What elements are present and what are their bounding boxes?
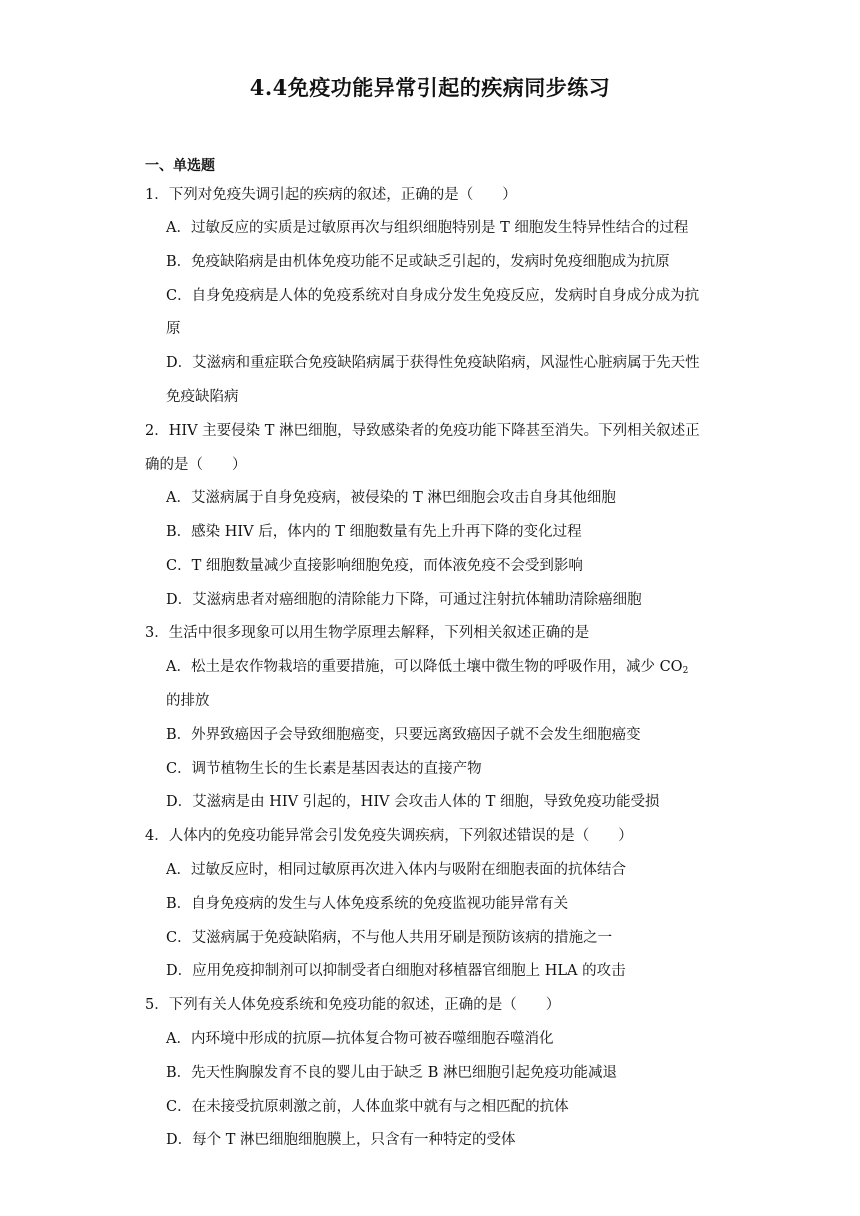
question-1-option-d: D．艾滋病和重症联合免疫缺陷病属于获得性免疫缺陷病，风湿性心脏病属于先天性 <box>166 355 700 371</box>
question-4-option-a: A．过敏反应时，相同过敏原再次进入体内与吸附在细胞表面的抗体结合 <box>166 862 626 878</box>
question-4-option-c: C．艾滋病属于免疫缺陷病，不与他人共用牙刷是预防该病的措施之一 <box>166 930 613 946</box>
question-1-option-c-cont: 原 <box>166 321 181 337</box>
question-3-stem: 3．生活中很多现象可以用生物学原理去解释，下列相关叙述正确的是 <box>145 625 590 641</box>
question-2-option-c: C．T 细胞数量减少直接影响细胞免疫，而体液免疫不会受到影响 <box>166 558 583 574</box>
question-2-stem: 2．HIV 主要侵染 T 淋巴细胞，导致感染者的免疫功能下降甚至消失。下列相关叙述正 <box>145 423 700 439</box>
question-1-option-d-cont: 免疫缺陷病 <box>166 389 239 405</box>
question-2-option-a: A．艾滋病属于自身免疫病，被侵染的 T 淋巴细胞会攻击自身其他细胞 <box>166 490 616 506</box>
question-3-option-a-cont: 的排放 <box>166 693 210 709</box>
question-4-option-b: B．自身免疫病的发生与人体免疫系统的免疫监视功能异常有关 <box>166 896 569 912</box>
question-1-option-b: B．免疫缺陷病是由机体免疫功能不足或缺乏引起的，发病时免疫细胞成为抗原 <box>166 254 670 270</box>
page-title: 4.4免疫功能异常引起的疾病同步练习 <box>249 75 611 100</box>
question-3-option-c: C．调节植物生长的生长素是基因表达的直接产物 <box>166 761 482 777</box>
question-3-option-a <box>166 657 688 681</box>
question-3-option-b: B．外界致癌因子会导致细胞癌变，只要远离致癌因子就不会发生细胞癌变 <box>166 727 641 743</box>
question-5-option-b: B．先天性胸腺发育不良的婴儿由于缺乏 B 淋巴细胞引起免疫功能减退 <box>166 1065 618 1081</box>
question-1-stem: 1．下列对免疫失调引起的疾病的叙述，正确的是（ ） <box>145 187 517 203</box>
question-5-option-d: D．每个 T 淋巴细胞细胞膜上，只含有一种特定的受体 <box>166 1132 516 1148</box>
question-2-option-d: D．艾滋病患者对癌细胞的清除能力下降，可通过注射抗体辅助清除癌细胞 <box>166 592 642 608</box>
question-3-option-a-text: A．松土是农作物栽培的重要措施，可以降低土壤中微生物的呼吸作用，减少 CO <box>166 659 683 675</box>
question-5-option-c: C．在未接受抗原刺激之前，人体血浆中就有与之相匹配的抗体 <box>166 1099 569 1115</box>
question-1-option-a: A．过敏反应的实质是过敏原再次与组织细胞特别是 T 细胞发生特异性结合的过程 <box>166 220 689 236</box>
question-2-stem-cont: 确的是（ ） <box>145 457 247 473</box>
question-1-option-c: C．自身免疫病是人体的免疫系统对自身成分发生免疫反应，发病时自身成分成为抗 <box>166 288 700 304</box>
question-5-stem: 5．下列有关人体免疫系统和免疫功能的叙述，正确的是（ ） <box>145 997 561 1013</box>
section-heading: 一、单选题 <box>145 158 215 174</box>
question-2-option-b: B．感染 HIV 后，体内的 T 细胞数量有先上升再下降的变化过程 <box>166 524 582 540</box>
question-4-option-d: D．应用免疫抑制剂可以抑制受者白细胞对移植器官细胞上 HLA 的攻击 <box>166 963 626 979</box>
question-4-stem: 4．人体内的免疫功能异常会引发免疫失调疾病，下列叙述错误的是（ ） <box>145 828 633 844</box>
question-5-option-a: A．内环境中形成的抗原—抗体复合物可被吞噬细胞吞噬消化 <box>166 1031 554 1047</box>
question-3-option-d: D．艾滋病是由 HIV 引起的，HIV 会攻击人体的 T 细胞，导致免疫功能受损 <box>166 794 660 810</box>
co2-subscript: 2 <box>682 666 689 676</box>
